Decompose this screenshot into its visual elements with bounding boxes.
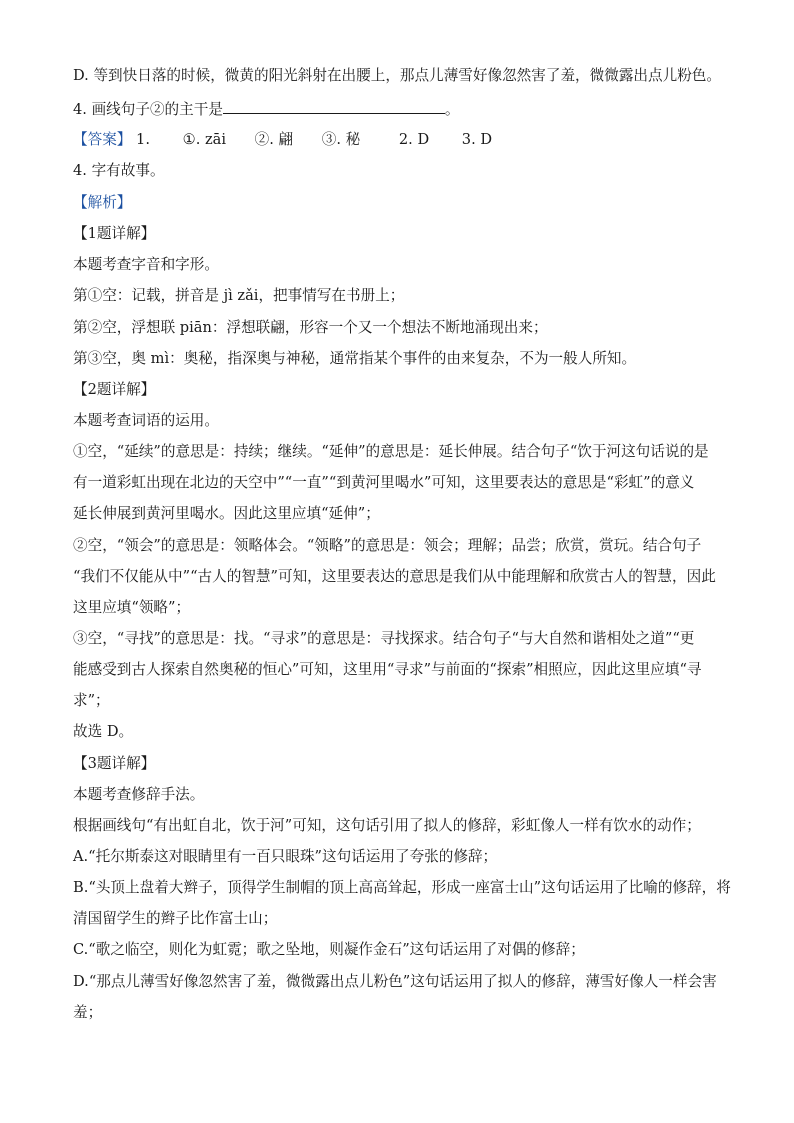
- question-4-suffix: 。: [444, 101, 460, 118]
- detail-3-option-c: C.“歌之临空，则化为虹霓；歌之坠地，则凝作金石”这句话运用了对偶的修辞；: [73, 941, 585, 958]
- detail-2-paragraph-line: 求”；: [73, 692, 110, 709]
- answer-line: [73, 130, 492, 150]
- answer-4-text: 4. 字有故事。: [73, 162, 165, 179]
- detail-2-paragraph-line: ①空，“延续”的意思是：持续；继续。“延伸”的意思是：延长伸展。结合句子“饮于河这句话说的是: [73, 443, 709, 460]
- detail-2-paragraph-line: 有一道彩虹出现在北边的天空中”“一直”“到黄河里喝水”可知，这里要表达的意思是“彩虹”的意义: [73, 474, 695, 491]
- answer-blank-underline: [223, 99, 445, 114]
- detail-2-intro: 本题考查词语的运用。: [73, 412, 219, 429]
- detail-2-conclusion: 故选 D。: [73, 723, 134, 740]
- detail-1-blank-2: 第②空，浮想联 piān：浮想联翩，形容一个又一个想法不断地涌现出来；: [73, 319, 548, 336]
- detail-3-option-b: B.“头顶上盘着大辫子，顶得学生制帽的顶上高高耸起，形成一座富士山”这句话运用了比喻的修辞，将: [73, 879, 731, 896]
- answer-item-6: 3. D: [461, 131, 493, 148]
- answer-label: 【答案】: [73, 131, 132, 148]
- detail-3-paragraph-line: 根据画线句“有出虹自北，饮于河”可知，这句话引用了拟人的修辞，彩虹像人一样有饮水的动作；: [73, 817, 701, 834]
- detail-3-option-d-cont: 羞；: [73, 1004, 103, 1021]
- detail-2-heading: 【2题详解】: [73, 381, 156, 398]
- answer-item-1: 1.: [136, 131, 150, 148]
- detail-2-paragraph-line: 能感受到古人探索自然奥秘的恒心”可知，这里用“寻求”与前面的“探索”相照应，因此这里应填“寻: [73, 661, 702, 678]
- detail-1-blank-3: 第③空，奥 mì：奥秘，指深奥与神秘，通常指某个事件的由来复杂，不为一般人所知。: [73, 350, 637, 367]
- detail-1-intro: 本题考查字音和字形。: [73, 256, 219, 273]
- detail-2-paragraph-line: “我们不仅能从中”“古人的智慧”可知，这里要表达的意思是我们从中能理解和欣赏古人的智慧，因此: [73, 568, 716, 585]
- option-d-text: D. 等到快日落的时候，微黄的阳光斜射在出腰上，那点儿薄雪好像忽然害了羞，微微露出点儿粉色。: [73, 67, 721, 84]
- answer-item-3: ②. 翩: [254, 131, 294, 148]
- detail-3-option-b-cont: 清国留学生的辫子比作富士山；: [73, 910, 278, 927]
- detail-1-heading: 【1题详解】: [73, 225, 156, 242]
- analysis-label: 【解析】: [73, 194, 132, 211]
- detail-1-blank-1: 第①空：记载，拼音是 jì zǎi，把事情写在书册上；: [73, 287, 405, 304]
- detail-2-paragraph-line: 这里应填“领略”；: [73, 599, 191, 616]
- answer-item-2: ①. zāi: [182, 131, 227, 148]
- question-4: [73, 99, 460, 120]
- question-4-prompt: 4. 画线句子②的主干是: [73, 101, 223, 118]
- detail-2-paragraph-line: ②空，“领会”的意思是：领略体会。“领略”的意思是：领会；理解；品尝；欣赏，赏玩。结合句子: [73, 537, 702, 554]
- answer-item-4: ③. 秘: [321, 131, 361, 148]
- detail-3-option-a: A.“托尔斯泰这对眼睛里有一百只眼珠”这句话运用了夸张的修辞；: [73, 848, 498, 865]
- detail-2-paragraph-line: 延长伸展到黄河里喝水。因此这里应填“延伸”；: [73, 505, 380, 522]
- detail-3-option-d: D.“那点儿薄雪好像忽然害了羞，微微露出点儿粉色”这句话运用了拟人的修辞，薄雪好像人一样会害: [73, 973, 717, 990]
- answer-item-5: 2. D: [398, 131, 430, 148]
- detail-2-paragraph-line: ③空，“寻找”的意思是：找。“寻求”的意思是：寻找探求。结合句子“与大自然和谐相处之道”“更: [73, 630, 695, 647]
- detail-3-intro: 本题考查修辞手法。: [73, 786, 205, 803]
- detail-3-heading: 【3题详解】: [73, 755, 156, 772]
